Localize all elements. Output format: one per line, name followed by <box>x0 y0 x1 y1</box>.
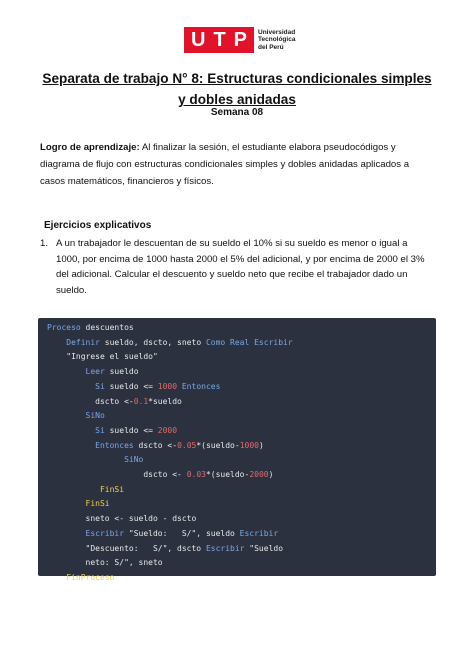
code-token: Escribir <box>239 528 279 538</box>
code-line <box>47 529 278 539</box>
code-token: Leer <box>47 367 105 377</box>
code-line <box>47 338 293 348</box>
code-line <box>47 397 182 407</box>
code-line <box>47 470 273 480</box>
code-token: 1000 <box>157 381 178 391</box>
code-token: Proceso <box>47 323 81 332</box>
code-token: "Ingrese el sueldo" <box>47 352 158 362</box>
learning-goal-paragraph <box>40 139 436 190</box>
logo-letter-p: P <box>233 29 247 51</box>
document-title: Separata de trabajo N° 8: Estructuras condicionales simples y dobles anidadas <box>42 71 432 107</box>
code-token: Como Real Escribir <box>205 337 293 347</box>
code-token: *sueldo <box>148 396 182 406</box>
code-token: sneto <- sueldo - dscto <box>47 514 197 524</box>
code-line <box>47 544 283 554</box>
code-token: Escribir <box>205 543 245 553</box>
code-token: 2000 <box>157 425 178 435</box>
code-token: ) <box>258 440 264 450</box>
code-token: ) <box>268 470 274 479</box>
exercise-list <box>40 236 434 299</box>
code-token: sueldo <box>104 367 139 377</box>
code-token: SiNo <box>47 411 105 421</box>
code-token: dscto <- <box>133 440 178 450</box>
code-token: "Sueldo <box>244 543 284 553</box>
code-token: sueldo <= <box>104 425 158 435</box>
code-token: descuentos <box>80 323 134 332</box>
code-token: Si <box>47 381 105 391</box>
code-token: 0.05 <box>177 440 197 450</box>
code-token: 2000 <box>249 470 269 479</box>
logo-university-name <box>258 29 295 52</box>
code-token: *(sueldo- <box>205 470 250 479</box>
code-token: sueldo, dscto, sneto <box>99 337 206 347</box>
code-token: dscto <- <box>47 470 187 479</box>
code-token: sueldo <= <box>104 381 158 391</box>
pseudocode-block <box>38 318 436 582</box>
code-token: SiNo <box>47 455 144 465</box>
code-token: 1000 <box>239 440 259 450</box>
code-token: Definir <box>47 337 100 347</box>
code-token: dscto <- <box>47 396 134 406</box>
code-token: Escribir <box>47 528 125 538</box>
code-line <box>47 514 196 524</box>
code-line <box>47 367 139 377</box>
code-line <box>47 323 134 333</box>
code-line <box>47 441 264 451</box>
logo-name-line-2: Tecnológica <box>258 36 296 44</box>
logo-name-line-3: del Perú <box>258 43 284 51</box>
code-line <box>47 455 143 465</box>
code-line <box>47 485 124 495</box>
code-token: Entonces <box>47 440 134 450</box>
code-line <box>47 499 110 509</box>
code-line <box>47 573 114 583</box>
code-token: 0.03 <box>186 470 206 479</box>
code-line <box>47 352 158 362</box>
exercise-number: 1. <box>40 238 49 249</box>
logo-letter-u: U <box>191 29 206 51</box>
logo-letter-t: T <box>213 29 226 51</box>
code-token: 0.1 <box>133 396 149 406</box>
exercise-item-1 <box>40 236 434 299</box>
exercises-heading: Ejercicios explicativos <box>44 220 152 231</box>
code-token: FinSi <box>47 499 110 509</box>
code-line <box>47 426 177 436</box>
exercise-text: A un trabajador le descuentan de su sueldo el 10% si su sueldo es menor o igual a 1000, por encima de 1000 hasta 2000 el 5% del adicional, y por encima de 2000 el 3% del adicional. Calcular el descuento y sueldo neto que recibe el trabajador dado un sueldo. <box>56 238 425 297</box>
learning-goal-label: Logro de aprendizaje: <box>40 142 140 153</box>
learning-goal-text: Al finalizar la sesión, el estudiante elabora pseudocódigos y diagrama de flujo con estructuras condicionales simples y dobles anidadas aplicados a casos matemáticos, financieros y físicos. <box>40 142 410 187</box>
code-token: "Descuento: S/", dscto <box>47 543 206 553</box>
code-token: FinProceso <box>47 572 115 582</box>
code-line <box>47 558 163 568</box>
code-token: FinSi <box>47 484 125 494</box>
code-token: neto: S/", sneto <box>47 558 163 568</box>
utp-logo <box>184 27 295 53</box>
code-line <box>47 411 105 421</box>
code-line <box>47 382 220 392</box>
code-token: Si <box>47 425 105 435</box>
logo-mark <box>184 27 254 53</box>
code-token: Entonces <box>177 381 221 391</box>
week-label: Semana 08 <box>210 107 264 118</box>
code-token: "Sueldo: S/", sueldo <box>124 528 240 538</box>
logo-name-line-1: Universidad <box>258 28 296 36</box>
code-token: *(sueldo- <box>196 440 240 450</box>
